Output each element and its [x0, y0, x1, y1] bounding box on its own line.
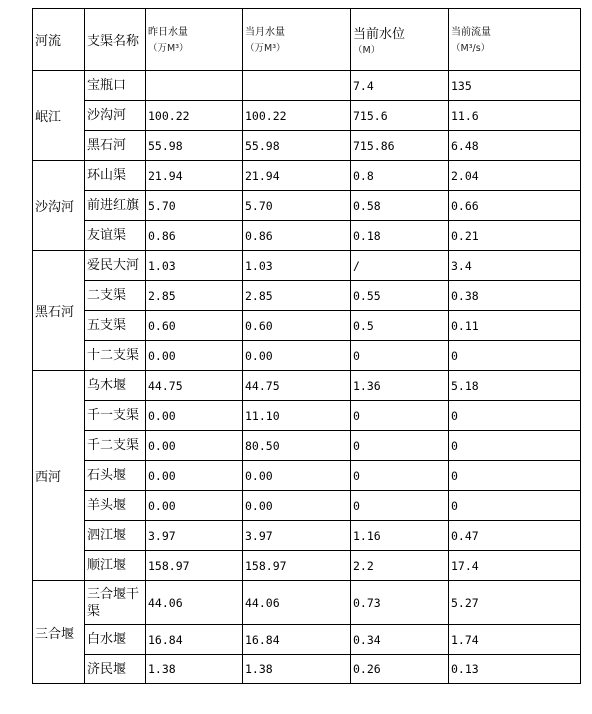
header-level-unit: （M） — [353, 45, 381, 56]
branch-name-cell: 三合堰干渠 — [85, 581, 146, 625]
branch-name-cell: 十二支渠 — [85, 341, 146, 371]
month-cell: 16.84 — [243, 625, 351, 655]
branch-name-cell: 二支渠 — [85, 281, 146, 311]
month-cell: 44.75 — [243, 371, 351, 401]
yesterday-cell: 3.97 — [146, 521, 243, 551]
branch-name-cell: 乌木堰 — [85, 371, 146, 401]
flow-cell: 6.48 — [449, 131, 581, 161]
level-cell: 0 — [351, 431, 449, 461]
table-row — [33, 581, 581, 625]
month-cell: 1.38 — [243, 655, 351, 684]
level-cell: 0.8 — [351, 161, 449, 191]
yesterday-cell: 44.06 — [146, 581, 243, 625]
flow-cell: 0.13 — [449, 655, 581, 684]
month-cell: 21.94 — [243, 161, 351, 191]
branch-name-cell: 泗江堰 — [85, 521, 146, 551]
table-row — [33, 311, 581, 341]
table-row — [33, 161, 581, 191]
flow-cell: 0.11 — [449, 311, 581, 341]
flow-cell: 0.38 — [449, 281, 581, 311]
river-cell: 岷江 — [33, 71, 85, 161]
header-branch — [85, 9, 146, 71]
yesterday-cell: 0.00 — [146, 431, 243, 461]
month-cell: 3.97 — [243, 521, 351, 551]
level-cell: 0.73 — [351, 581, 449, 625]
level-cell: 0.58 — [351, 191, 449, 221]
branch-name-cell: 济民堰 — [85, 655, 146, 684]
level-cell: 0 — [351, 491, 449, 521]
branch-name-cell: 前进红旗 — [85, 191, 146, 221]
table-row — [33, 371, 581, 401]
yesterday-cell: 21.94 — [146, 161, 243, 191]
level-cell: 0 — [351, 401, 449, 431]
flow-cell: 0.21 — [449, 221, 581, 251]
branch-name-cell: 千二支渠 — [85, 431, 146, 461]
flow-cell: 3.4 — [449, 251, 581, 281]
level-cell: 0 — [351, 341, 449, 371]
header-row — [33, 9, 581, 71]
branch-name-cell: 顺江堰 — [85, 551, 146, 581]
header-yesterday-title: 昨日水量 — [148, 26, 188, 38]
month-cell: 0.00 — [243, 491, 351, 521]
branch-name-cell: 沙沟河 — [85, 101, 146, 131]
month-cell: 100.22 — [243, 101, 351, 131]
header-flow — [449, 9, 581, 71]
river-cell: 三合堰 — [33, 581, 85, 684]
header-month-unit: （万M³） — [245, 42, 286, 54]
level-cell: 0.55 — [351, 281, 449, 311]
yesterday-cell: 0.00 — [146, 461, 243, 491]
level-cell: 0.34 — [351, 625, 449, 655]
level-cell: 0 — [351, 461, 449, 491]
level-cell: 0.18 — [351, 221, 449, 251]
header-flow-title: 当前流量 — [451, 26, 491, 38]
header-level-title: 当前水位 — [353, 27, 406, 42]
month-cell: 0.86 — [243, 221, 351, 251]
branch-name-cell: 白水堰 — [85, 625, 146, 655]
level-cell: 0.5 — [351, 311, 449, 341]
month-cell: 80.50 — [243, 431, 351, 461]
yesterday-cell: 0.00 — [146, 401, 243, 431]
flow-cell: 2.04 — [449, 161, 581, 191]
header-month — [243, 9, 351, 71]
header-river — [33, 9, 85, 71]
flow-cell: 0 — [449, 461, 581, 491]
month-cell — [243, 71, 351, 101]
flow-cell: 135 — [449, 71, 581, 101]
branch-name-cell: 五支渠 — [85, 311, 146, 341]
flow-cell: 0.66 — [449, 191, 581, 221]
month-cell: 5.70 — [243, 191, 351, 221]
yesterday-cell: 1.03 — [146, 251, 243, 281]
table-row — [33, 431, 581, 461]
yesterday-cell: 44.75 — [146, 371, 243, 401]
month-cell: 1.03 — [243, 251, 351, 281]
branch-name-cell: 石头堰 — [85, 461, 146, 491]
header-level — [351, 9, 449, 71]
table-row — [33, 251, 581, 281]
level-cell: 2.2 — [351, 551, 449, 581]
yesterday-cell: 0.00 — [146, 491, 243, 521]
header-month-title: 当月水量 — [245, 26, 285, 38]
month-cell: 0.00 — [243, 341, 351, 371]
table-row — [33, 655, 581, 684]
river-cell: 西河 — [33, 371, 85, 581]
table-row — [33, 341, 581, 371]
yesterday-cell: 0.00 — [146, 341, 243, 371]
yesterday-cell: 0.60 — [146, 311, 243, 341]
table-row — [33, 461, 581, 491]
branch-name-cell: 爱民大河 — [85, 251, 146, 281]
yesterday-cell: 1.38 — [146, 655, 243, 684]
level-cell: 1.16 — [351, 521, 449, 551]
header-yesterday-unit: （万M³） — [148, 42, 189, 54]
level-cell: 0.26 — [351, 655, 449, 684]
table-row — [33, 191, 581, 221]
flow-cell: 0 — [449, 401, 581, 431]
table-row — [33, 521, 581, 551]
table-row — [33, 401, 581, 431]
flow-cell: 0.47 — [449, 521, 581, 551]
flow-cell: 11.6 — [449, 101, 581, 131]
yesterday-cell: 2.85 — [146, 281, 243, 311]
month-cell: 2.85 — [243, 281, 351, 311]
flow-cell: 1.74 — [449, 625, 581, 655]
table-row — [33, 281, 581, 311]
month-cell: 0.00 — [243, 461, 351, 491]
branch-name-cell: 宝瓶口 — [85, 71, 146, 101]
level-cell: 715.6 — [351, 101, 449, 131]
table-body — [33, 9, 581, 684]
header-branch-label: 支渠名称 — [87, 34, 140, 49]
branch-name-cell: 环山渠 — [85, 161, 146, 191]
river-cell: 沙沟河 — [33, 161, 85, 251]
flow-cell: 17.4 — [449, 551, 581, 581]
month-cell: 158.97 — [243, 551, 351, 581]
header-river-label: 河流 — [35, 34, 62, 49]
table-row — [33, 71, 581, 101]
table-row — [33, 491, 581, 521]
level-cell: / — [351, 251, 449, 281]
yesterday-cell: 55.98 — [146, 131, 243, 161]
header-flow-unit: （M³/s） — [451, 42, 491, 54]
yesterday-cell: 0.86 — [146, 221, 243, 251]
month-cell: 55.98 — [243, 131, 351, 161]
month-cell: 11.10 — [243, 401, 351, 431]
water-data-table — [32, 8, 581, 684]
table-row — [33, 131, 581, 161]
yesterday-cell — [146, 71, 243, 101]
branch-name-cell: 黑石河 — [85, 131, 146, 161]
table-row — [33, 221, 581, 251]
table-row — [33, 551, 581, 581]
yesterday-cell: 5.70 — [146, 191, 243, 221]
flow-cell: 0 — [449, 341, 581, 371]
yesterday-cell: 16.84 — [146, 625, 243, 655]
table-row — [33, 101, 581, 131]
river-cell: 黑石河 — [33, 251, 85, 371]
branch-name-cell: 羊头堰 — [85, 491, 146, 521]
yesterday-cell: 100.22 — [146, 101, 243, 131]
yesterday-cell: 158.97 — [146, 551, 243, 581]
table-row — [33, 625, 581, 655]
flow-cell: 0 — [449, 431, 581, 461]
level-cell: 715.86 — [351, 131, 449, 161]
branch-name-cell: 友谊渠 — [85, 221, 146, 251]
level-cell: 7.4 — [351, 71, 449, 101]
flow-cell: 5.27 — [449, 581, 581, 625]
month-cell: 44.06 — [243, 581, 351, 625]
flow-cell: 0 — [449, 491, 581, 521]
header-yesterday — [146, 9, 243, 71]
branch-name-cell: 千一支渠 — [85, 401, 146, 431]
flow-cell: 5.18 — [449, 371, 581, 401]
month-cell: 0.60 — [243, 311, 351, 341]
level-cell: 1.36 — [351, 371, 449, 401]
